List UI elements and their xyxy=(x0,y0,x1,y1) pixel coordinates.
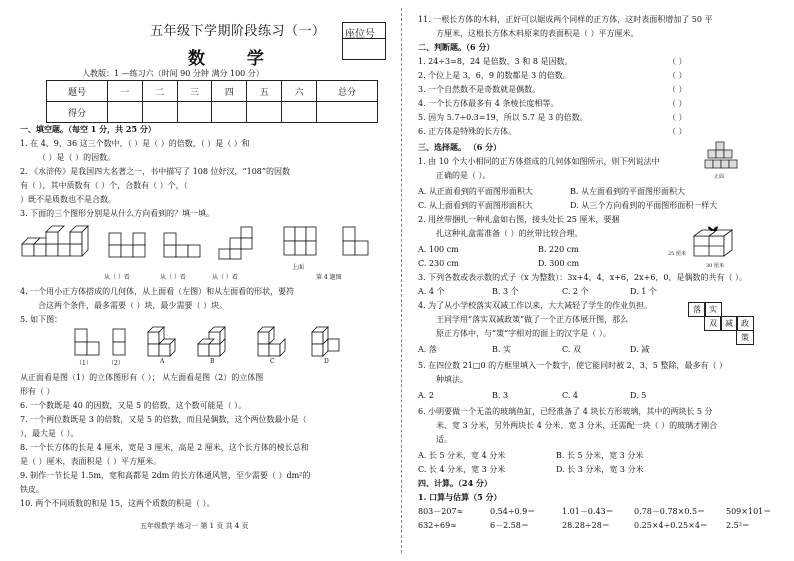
net-cell: 策 xyxy=(736,330,754,345)
score-header-row xyxy=(47,81,378,102)
choice-1-cubes xyxy=(704,140,738,172)
score-cell: 五 xyxy=(247,81,282,102)
calc-item: 28.28÷28＝ xyxy=(562,521,610,530)
choice-2: 2. 用丝带捆扎一种礼盒如右图，接头处长 25 厘米，要捆 xyxy=(418,215,620,224)
choice-5-c[interactable]: C. 4 xyxy=(562,391,579,400)
section-fill-title: 一、填空题。（每空 1 分，共 25 分） xyxy=(20,124,156,134)
score-cell: 六 xyxy=(282,81,317,102)
question-7: 7. 一个两位数既是 3 的倍数，又是 5 的倍数，而且是偶数，这个两位数最小是（ xyxy=(20,415,307,424)
choice-6: 6. 小明要做一个无盖的玻璃鱼缸，已经准备了 4 块长方形玻璃，其中的两块长 5 分 xyxy=(418,407,713,416)
choice-6-cont: 米、宽 3 分米，另外两块长 4 分米、宽 3 分米，还需配一块（ ）的玻璃才刚合 xyxy=(436,421,718,430)
q5-caption-b: B xyxy=(210,358,215,365)
calc-subtitle: 1. 口算与估算（5 分） xyxy=(418,492,502,502)
score-label: 得分 xyxy=(47,102,108,123)
question-7-cont: ），最大是（ ）。 xyxy=(20,429,79,438)
gift-box-label-30: 30 厘米 xyxy=(706,263,724,269)
net-cell: 政 xyxy=(736,316,754,331)
choice-5-a[interactable]: A. 2 xyxy=(418,391,434,400)
seat-number-box[interactable] xyxy=(342,22,386,60)
choice-6-cont2: 适。 xyxy=(436,435,452,444)
judge-3-answer[interactable]: （ ） xyxy=(668,85,687,94)
score-input[interactable] xyxy=(212,102,247,123)
net-cell: 落 xyxy=(688,302,706,317)
choice-6-a[interactable]: A. 长 5 分米，宽 4 分米 xyxy=(418,451,506,460)
question-5-a: 从正面看是图（1）的立体图形有（ ）； 从左面看是图（2）的立体图 xyxy=(20,373,264,382)
question-10: 10. 两个不同质数的和是 15，这两个质数的积是（ ）。 xyxy=(20,499,215,508)
calc-item: 803－207≈ xyxy=(418,507,464,516)
choice-4: 4. 为了从小学校落实双减工作以来，大大减轻了学生的作业负担。 xyxy=(418,301,653,310)
choice-5-cont: 种填法。 xyxy=(436,375,468,384)
q3-figure-3d xyxy=(20,224,100,264)
choice-2-d[interactable]: D. 300 cm xyxy=(538,259,580,268)
score-cell: 题号 xyxy=(47,81,108,102)
edition-line: 人教版：1 —练习六（时间 90 分钟 满分 100 分） xyxy=(82,69,264,78)
question-2-cont2: ）既不是质数也不是合数。 xyxy=(20,195,116,204)
gift-box-figure xyxy=(688,224,740,260)
choice-1: 1. 由 10 个大小相同的正方体搭成的几何体如图所示，则下列说法中 xyxy=(418,157,660,166)
calc-item: 0.54÷0.9＝ xyxy=(490,507,536,516)
choice-2-cont: 扎这种礼盒需准备（ ）的丝带比较合理。 xyxy=(436,229,583,238)
question-11-cont: 方厘米，这根长方体木料原来的表面积是（ ）平方厘米。 xyxy=(436,29,639,38)
calc-item: 509×101＝ xyxy=(726,507,772,516)
score-cell: 三 xyxy=(177,81,212,102)
q5-caption-a: A xyxy=(160,358,165,365)
calc-item: 6－2.58＝ xyxy=(490,521,529,530)
gift-box-label-25: 25 厘米 xyxy=(668,251,686,257)
score-input[interactable] xyxy=(282,102,317,123)
calc-item: 2.5²＝ xyxy=(726,521,750,530)
score-input[interactable] xyxy=(177,102,212,123)
choice-1-c[interactable]: C. 从上面看到的平面图形面积大 xyxy=(418,201,533,210)
subject-title: 数 学 xyxy=(188,49,282,69)
choice-3-d[interactable]: D. 1 个 xyxy=(630,287,657,296)
q3-caption-1: 从（ ）看 xyxy=(104,274,130,281)
choice-1-d[interactable]: D. 从三个方向看到的平面图形面积一样大 xyxy=(570,201,718,210)
choice-6-d[interactable]: D. 长 3 分米，宽 3 分米 xyxy=(556,465,644,474)
q5-figure-2 xyxy=(112,328,126,356)
q4-caption-top: 上面 xyxy=(292,264,305,271)
score-cell: 总分 xyxy=(317,81,378,102)
choice-1-b[interactable]: B. 从左面看到的平面图形面积大 xyxy=(570,187,685,196)
judge-6-answer[interactable]: （ ） xyxy=(668,127,687,136)
calc-item: 1.01－0.43＝ xyxy=(562,507,614,516)
q5-caption-d: D xyxy=(324,358,329,365)
net-cell: 减 xyxy=(720,316,738,331)
score-table xyxy=(46,80,378,123)
score-value-row xyxy=(47,102,378,123)
choice-4-cont: 王同学用“落实双减政策”做了一个正方体展开图，那么 xyxy=(436,315,629,324)
question-9-cont: 铁皮。 xyxy=(20,485,44,494)
score-input[interactable] xyxy=(107,102,142,123)
question-9: 9. 制作一节长是 1.5m，宽和高都是 2dm 的长方体通风管，至少需要（ ）dm²的 xyxy=(20,471,311,480)
score-input[interactable] xyxy=(317,102,378,123)
choice-6-c[interactable]: C. 长 4 分米，宽 3 分米 xyxy=(418,465,506,474)
choice-5-b[interactable]: B. 3 xyxy=(492,391,509,400)
section-choice-title: 三、选择题。 （6 分） xyxy=(418,142,502,152)
choice-4-d[interactable]: D. 减 xyxy=(630,345,650,354)
q4-caption: 第 4 题图 xyxy=(316,274,342,281)
choice-1-front-label: 正面 xyxy=(714,174,725,180)
judge-3: 3. 一个自然数不是奇数就是偶数。 xyxy=(418,85,541,94)
question-1-cont: （ ）是（ ）的因数。 xyxy=(38,153,116,162)
question-3: 3. 下面的三个图形分别是从什么方向看到的？填一填。 xyxy=(20,209,215,218)
section-judge-title: 二、判断题。（6 分） xyxy=(418,42,495,52)
question-4: 4. 一个用小正方体搭成的几何体，从上面看（左图）和从左面看的形状，要符 xyxy=(20,287,295,296)
choice-4-b[interactable]: B. 实 xyxy=(492,345,511,354)
q3-caption-3: 从（ ）看 xyxy=(212,274,238,281)
choice-5: 5. 在四位数 21□0 的方框里填入一个数字，使它能同时被 2、3、5 整除，最多有（ ） xyxy=(418,361,727,370)
q5-caption-1: （1） xyxy=(76,360,92,367)
q5-figure-d xyxy=(310,326,346,358)
choice-3-a[interactable]: A. 4 个 xyxy=(418,287,445,296)
choice-2-a[interactable]: A. 100 cm xyxy=(418,245,459,254)
choice-3: 3. 下列各数或表示数的式子（x 为整数）：3x+4，4，x+6，2x+6，0，是偶数的共有（ ）。 xyxy=(418,273,748,282)
seat-divider xyxy=(343,38,385,39)
right-column xyxy=(406,0,794,561)
choice-5-d[interactable]: D. 5 xyxy=(630,391,647,400)
q5-caption-2: （2） xyxy=(108,360,124,367)
q3-caption-2: 从（ ）看 xyxy=(160,274,186,281)
question-4-cont: 合这两个条件，最多需要（ ）块，最少需要（ ）块。 xyxy=(38,301,228,310)
judge-2-answer[interactable]: （ ） xyxy=(668,71,687,80)
choice-2-b[interactable]: B. 220 cm xyxy=(538,245,579,254)
judge-1: 1. 24÷3=8，24 是倍数，3 和 8 是因数。 xyxy=(418,57,573,66)
column-divider xyxy=(401,8,402,553)
q5-caption-c: C xyxy=(270,358,275,365)
score-cell: 四 xyxy=(212,81,247,102)
question-11: 11. 一根长方体的木料，正好可以锯成两个同样的正方体，这时表面积增加了 50 平 xyxy=(418,15,713,24)
choice-6-b[interactable]: B. 长 5 分米，宽 3 分米 xyxy=(556,451,644,460)
q5-figure-c xyxy=(256,326,292,358)
judge-1-answer[interactable]: （ ） xyxy=(668,57,687,66)
judge-5: 5. 因为 5.7÷0.3=19，所以 5.7 是 3 的倍数。 xyxy=(418,113,588,122)
q5-figure-b xyxy=(196,326,232,358)
question-6: 6. 一个数既是 40 的因数，又是 5 的倍数，这个数可能是（ ）。 xyxy=(20,401,247,410)
judge-4-answer[interactable]: （ ） xyxy=(668,99,687,108)
section-calc-title: 四、计算。（24 分） xyxy=(418,478,492,488)
exam-title: 五年级下学期阶段练习（一） xyxy=(150,24,326,39)
q4-top-view xyxy=(283,226,317,256)
choice-1-cont: 正确的是（ ）。 xyxy=(436,171,491,180)
calc-item: 0.78－0.78×0.5＝ xyxy=(634,507,706,516)
question-2-cont: 有（ ），其中质数有（ ）个，合数有（ ）个，（ xyxy=(20,181,188,190)
question-5-b: 形有（ ） xyxy=(20,387,55,396)
q3-view-1 xyxy=(108,232,148,258)
q3-view-3 xyxy=(216,226,256,260)
choice-4-c[interactable]: C. 双 xyxy=(562,345,581,354)
question-8-cont: 是（ ）厘米，表面积是（ ）平方厘米。 xyxy=(20,457,162,466)
q5-figure-a xyxy=(146,326,182,358)
question-8: 8. 一个长方体的长是 4 厘米，宽是 3 厘米，高是 2 厘米，这个长方体的棱长总和 xyxy=(20,443,309,452)
choice-2-c[interactable]: C. 230 cm xyxy=(418,259,459,268)
seat-number-label: 座位号 xyxy=(345,29,375,40)
choice-4-cont2: 原正方体中，与“策”字相对的面上的汉字是（ ）。 xyxy=(436,329,611,338)
choice-4-a[interactable]: A. 落 xyxy=(418,345,437,354)
score-input[interactable] xyxy=(142,102,177,123)
judge-6: 6. 正方体是特殊的长方体。 xyxy=(418,127,517,136)
choice-3-b[interactable]: B. 3 个 xyxy=(492,287,519,296)
cube-net-figure xyxy=(688,302,778,350)
page-footer: 五年级数学 练习一 第 1 页 共 4 页 xyxy=(140,522,249,530)
calc-item: 632÷69≈ xyxy=(418,521,457,530)
judge-4: 4. 一个长方体最多有 4 条棱长度相等。 xyxy=(418,99,559,108)
choice-1-a[interactable]: A. 从正面看到的平面图形面积大 xyxy=(418,187,533,196)
question-1: 1. 在 4、9、36 这三个数中，（ ）是（ ）的倍数，（ ）是（ ）和 xyxy=(20,139,250,148)
score-cell: 一 xyxy=(107,81,142,102)
choice-3-c[interactable]: C. 2 个 xyxy=(562,287,589,296)
score-input[interactable] xyxy=(247,102,282,123)
calc-item: 0.25×4÷0.25×4＝ xyxy=(634,521,708,530)
q4-left-view xyxy=(342,226,370,256)
question-2: 2. 《水浒传》是我国四大名著之一，书中描写了 108 位好汉，“108”的因数 xyxy=(20,167,290,176)
question-5: 5. 如下图： xyxy=(20,315,63,324)
q5-figure-1 xyxy=(74,328,100,356)
judge-2: 2. 个位上是 3，6，9 的数都是 3 的倍数。 xyxy=(418,71,571,80)
net-cell: 双 xyxy=(704,316,722,331)
q3-view-2 xyxy=(163,232,207,258)
net-cell: 实 xyxy=(704,302,722,317)
judge-5-answer[interactable]: （ ） xyxy=(668,113,687,122)
score-cell: 二 xyxy=(142,81,177,102)
